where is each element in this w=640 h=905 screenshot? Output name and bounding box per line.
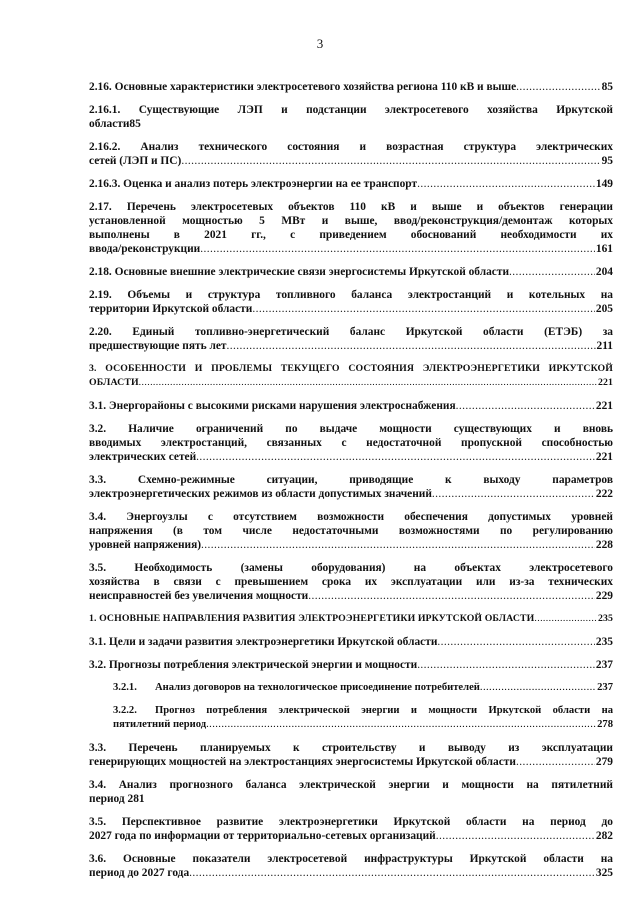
toc-entry-last-line bbox=[89, 117, 613, 131]
toc-page-number: 205 bbox=[595, 303, 613, 315]
dot-leader bbox=[509, 265, 595, 279]
toc-entry-last-line bbox=[89, 755, 613, 769]
toc-page-number: 237 bbox=[597, 682, 613, 693]
toc-entry-line: 2.16.1. Существующие ЛЭП и подстанции электросетевого хозяйства Иркутской bbox=[89, 104, 613, 116]
toc-entry[interactable] bbox=[89, 658, 613, 672]
toc-page-number: 228 bbox=[595, 539, 613, 551]
toc-page-number: 278 bbox=[597, 719, 613, 730]
toc-entry-title: пятилетний период bbox=[113, 719, 207, 730]
toc-entry-title: 2.16. Основные характеристики электросетевого хозяйства региона 110 кВ и выше bbox=[89, 81, 517, 93]
toc-page-number: 149 bbox=[595, 178, 613, 190]
toc-entry-line: 2.19. Объемы и структура топливного баланса электростанций и котельных на bbox=[89, 289, 613, 301]
toc-entry-line: 3.5. Необходимость (замены оборудования) на объектах электросетевого bbox=[89, 562, 613, 574]
toc-entry[interactable] bbox=[89, 422, 613, 464]
toc-entry-line: 3.2.2. Прогноз потребления электрической энергии и мощности Иркутской области на bbox=[113, 705, 613, 716]
toc-entry[interactable] bbox=[89, 177, 613, 191]
dot-leader bbox=[437, 635, 595, 649]
dot-leader bbox=[139, 376, 597, 390]
dot-leader bbox=[308, 589, 595, 603]
dot-leader bbox=[516, 80, 600, 94]
toc-entry-last-line bbox=[89, 242, 613, 256]
toc-entry-title: период до 2027 года bbox=[89, 867, 190, 879]
toc-entry-last-line bbox=[89, 376, 613, 390]
toc-entry-last-line bbox=[89, 154, 613, 168]
dot-leader bbox=[252, 302, 595, 316]
toc-entry-title: генерирующих мощностей на электростанциях энергосистемы Иркутской области bbox=[89, 756, 516, 768]
dot-leader bbox=[189, 866, 595, 880]
toc-entry-line: хозяйства в связи с превышением срока их эксплуатации или из-за технических bbox=[89, 576, 613, 588]
toc-entry[interactable] bbox=[89, 399, 613, 413]
toc-page-number: 221 bbox=[595, 400, 613, 412]
toc-entry[interactable] bbox=[89, 325, 613, 353]
toc-entry-line: 3.6. Основные показатели электросетевой инфраструктуры Иркутской области на bbox=[89, 853, 613, 865]
toc-entry-last-line bbox=[89, 538, 613, 552]
toc-page-number: 95 bbox=[601, 155, 613, 167]
toc-entry[interactable] bbox=[89, 510, 613, 552]
toc-page-number: 229 bbox=[595, 590, 613, 602]
toc-entry[interactable] bbox=[89, 103, 613, 131]
toc-entry-line: 3.4. Анализ прогнозного баланса электрической энергии и мощности на пятилетний bbox=[89, 779, 613, 791]
dot-leader bbox=[432, 487, 595, 501]
toc-entry-line: вводимых электростанций, связанных с недостаточной пропускной способностью bbox=[89, 437, 613, 449]
toc-entry-line: 3.5. Перспективное развитие электроэнергетики Иркутской области на период до bbox=[89, 816, 613, 828]
dot-leader bbox=[417, 658, 595, 672]
toc-entry-title: 3.1. Цели и задачи развития электроэнергетики Иркутской области bbox=[89, 636, 438, 648]
toc-subsection-number: 3.2.1. bbox=[113, 682, 137, 693]
toc-entry-last-line bbox=[113, 681, 613, 695]
toc-entry-title: предшествующие пять лет bbox=[89, 340, 227, 352]
toc-entry-title: 3.2. Прогнозы потребления электрической энергии и мощности bbox=[89, 659, 418, 671]
toc-entry-last-line bbox=[89, 265, 613, 279]
toc-entry[interactable] bbox=[89, 704, 613, 732]
toc-entry[interactable] bbox=[89, 612, 613, 626]
toc-entry-title: неисправностей без увеличения мощности bbox=[89, 590, 309, 602]
toc-entry-last-line bbox=[89, 866, 613, 880]
toc-entry-line: 3. ОСОБЕННОСТИ И ПРОБЛЕМЫ ТЕКУЩЕГО СОСТОЯНИЯ ЭЛЕКТРОЭНЕРГЕТИКИ ИРКУТСКОЙ bbox=[89, 363, 613, 374]
toc-entry-title: 3.1. Энергорайоны с высокими рисками нарушения электроснабжения bbox=[89, 400, 456, 412]
dot-leader bbox=[181, 154, 600, 168]
toc-entry-line: 3.2. Наличие ограничений по выдаче мощности существующих и вновь bbox=[89, 423, 613, 435]
toc-entry-last-line bbox=[89, 792, 613, 806]
toc-entry-last-line bbox=[89, 177, 613, 191]
dot-leader bbox=[417, 177, 595, 191]
toc-subsection-number: 3.2.2. bbox=[113, 705, 137, 716]
toc-entry-title: электроэнергетических режимов из области допустимых значений bbox=[89, 488, 432, 500]
toc-entry[interactable] bbox=[89, 473, 613, 501]
toc-entry-line: 2.17. Перечень электросетевых объектов 110 кВ и выше и объектов генерации bbox=[89, 201, 613, 213]
toc-page-number: 235 bbox=[598, 613, 613, 624]
toc-entry-title: 2.16.3. Оценка и анализ потерь электроэнергии на ее транспорт bbox=[89, 178, 418, 190]
toc-entry[interactable] bbox=[89, 852, 613, 880]
toc-entry-last-line bbox=[89, 829, 613, 843]
toc-entry[interactable] bbox=[89, 265, 613, 279]
toc-page-number: 222 bbox=[595, 488, 613, 500]
toc-entry-title: сетей (ЛЭП и ПС) bbox=[89, 155, 182, 167]
toc-entry[interactable] bbox=[89, 140, 613, 168]
toc-page-number: 211 bbox=[596, 340, 613, 352]
toc-page-number: 279 bbox=[595, 756, 613, 768]
toc-entry[interactable] bbox=[89, 778, 613, 806]
toc-entry[interactable] bbox=[89, 288, 613, 316]
toc-entry-line: 2.16.2. Анализ технического состояния и возрастная структура электрических bbox=[89, 141, 613, 153]
toc-entry-last-line bbox=[89, 612, 613, 626]
toc-entry-last-line bbox=[89, 635, 613, 649]
toc-page-number: 221 bbox=[598, 377, 613, 388]
toc-entry-last-line bbox=[89, 302, 613, 316]
toc-page-number: 204 bbox=[595, 266, 613, 278]
dot-leader bbox=[436, 829, 595, 843]
toc-entry-last-line bbox=[89, 450, 613, 464]
toc-entry-last-line bbox=[89, 80, 613, 94]
dot-leader bbox=[200, 242, 595, 256]
toc-entry-last-line bbox=[89, 658, 613, 672]
toc-entry-line: 3.3. Перечень планируемых к строительству и выводу из эксплуатации bbox=[89, 742, 613, 754]
toc-entry-title: ввода/реконструкции bbox=[89, 243, 201, 255]
toc-entry-title: территории Иркутской области bbox=[89, 303, 253, 315]
dot-leader bbox=[196, 450, 595, 464]
toc-entry[interactable] bbox=[89, 200, 613, 256]
dot-leader bbox=[227, 339, 596, 353]
dot-leader bbox=[480, 681, 596, 695]
toc-entry-title: ОБЛАСТИ bbox=[89, 377, 139, 388]
toc-entry[interactable] bbox=[89, 80, 613, 94]
toc-entry[interactable] bbox=[89, 561, 613, 603]
toc-entry-last-line bbox=[89, 589, 613, 603]
page-number: 3 bbox=[316, 36, 324, 51]
toc-entry-last-line bbox=[89, 399, 613, 413]
table-of-contents bbox=[89, 80, 613, 889]
toc-entry-line: 3.3. Схемно-режимные ситуации, приводящие к выходу параметров bbox=[89, 474, 613, 486]
dot-leader bbox=[456, 399, 595, 413]
toc-page-number: 235 bbox=[595, 636, 613, 648]
toc-entry-title: уровней напряжения) bbox=[89, 539, 202, 551]
dot-leader bbox=[516, 755, 595, 769]
toc-entry-title: Анализ договоров на технологическое присоединение потребителей bbox=[155, 682, 480, 693]
toc-page-number: 161 bbox=[595, 243, 613, 255]
toc-entry[interactable] bbox=[89, 815, 613, 843]
dot-leader bbox=[201, 538, 595, 552]
toc-entry-line: 3.4. Энергоузлы с отсутствием возможности обеспечения допустимых уровней bbox=[89, 511, 613, 523]
toc-page-number: 325 bbox=[595, 867, 613, 879]
toc-entry-title: период 281 bbox=[89, 793, 145, 805]
toc-entry[interactable] bbox=[89, 681, 613, 695]
toc-entry-last-line bbox=[113, 718, 613, 732]
toc-entry-title: 2.18. Основные внешние электрические связи энергосистемы Иркутской области bbox=[89, 266, 510, 278]
toc-entry-line: 2.20. Единый топливно-энергетический баланс Иркутской области (ЕТЭБ) за bbox=[89, 326, 613, 338]
toc-page-number: 85 bbox=[601, 81, 613, 93]
toc-entry-last-line bbox=[89, 339, 613, 353]
toc-entry[interactable] bbox=[89, 362, 613, 390]
dot-leader bbox=[206, 718, 596, 732]
toc-entry-title: 1. ОСНОВНЫЕ НАПРАВЛЕНИЯ РАЗВИТИЯ ЭЛЕКТРОЭНЕРГЕТИКИ ИРКУТСКОЙ ОБЛАСТИ bbox=[89, 613, 535, 624]
toc-page-number: 237 bbox=[595, 659, 613, 671]
toc-entry-line: установленной мощностью 5 МВт и выше, ввод/реконструкция/демонтаж которых bbox=[89, 215, 613, 227]
toc-entry[interactable] bbox=[89, 635, 613, 649]
toc-entry-last-line bbox=[89, 487, 613, 501]
toc-entry[interactable] bbox=[89, 741, 613, 769]
toc-entry-title: 2027 года по информации от территориально-сетевых организаций bbox=[89, 830, 436, 842]
toc-entry-title: области85 bbox=[89, 118, 141, 130]
toc-page-number: 221 bbox=[595, 451, 613, 463]
toc-entry-line: напряжения (в том числе недостаточными возможностями по регулированию bbox=[89, 525, 613, 537]
dot-leader bbox=[534, 612, 597, 626]
toc-entry-line: выполнены в 2021 гг., с приведением обоснований необходимости их bbox=[89, 229, 613, 241]
toc-entry-title: электрических сетей bbox=[89, 451, 197, 463]
toc-page-number: 282 bbox=[595, 830, 613, 842]
